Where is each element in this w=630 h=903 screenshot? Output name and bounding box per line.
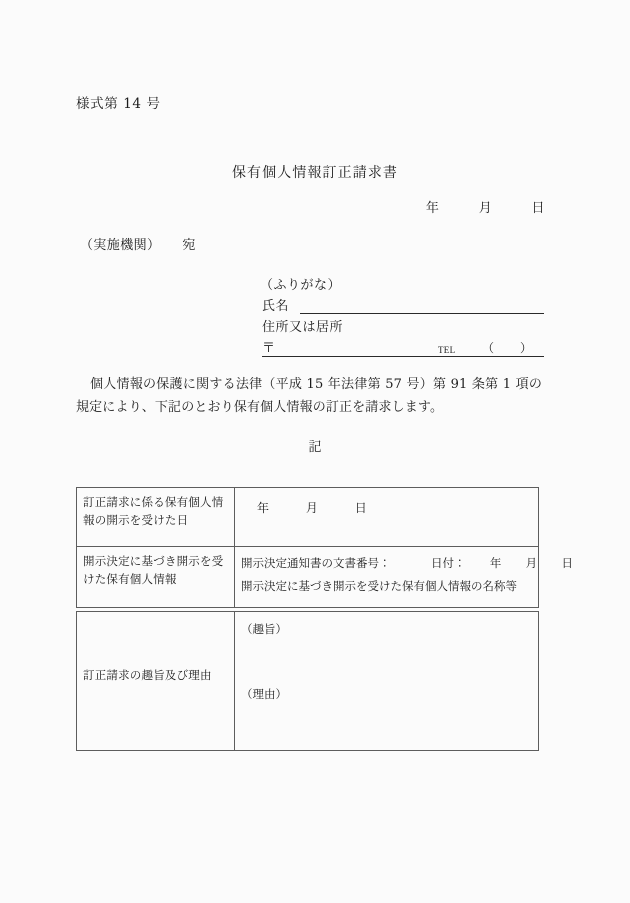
ki-marker: 記 bbox=[308, 440, 322, 455]
date-year-label: 年 bbox=[425, 201, 440, 216]
row-label-cell bbox=[77, 612, 235, 751]
purpose-reason-input[interactable] bbox=[235, 612, 538, 750]
postal-tel-row[interactable] bbox=[256, 337, 548, 359]
page-title: 保有個人情報訂正請求書 bbox=[231, 165, 399, 181]
disclosed-info-input[interactable] bbox=[235, 547, 573, 607]
date-month-label: 月 bbox=[478, 201, 493, 216]
tel-label: TEL bbox=[438, 345, 456, 355]
furigana-row bbox=[256, 274, 548, 295]
disclosure-date-day: 日 bbox=[354, 501, 368, 515]
disclosure-date-year: 年 bbox=[257, 501, 270, 515]
row-label-cell bbox=[77, 547, 235, 608]
document-number-label: 開示決定通知書の文書番号： bbox=[241, 556, 391, 570]
name-input-rule[interactable] bbox=[300, 313, 544, 314]
name-row[interactable] bbox=[256, 295, 548, 316]
purpose-reason-label: 訂正請求の趣旨及び理由 bbox=[83, 667, 212, 682]
applicant-block bbox=[256, 274, 548, 359]
document-number-line[interactable] bbox=[241, 553, 573, 572]
tel-paren-close: ） bbox=[520, 341, 533, 355]
address-input-rule[interactable] bbox=[262, 356, 544, 357]
form-number: 様式第 14 号 bbox=[76, 96, 161, 112]
date-day-label: 日 bbox=[531, 201, 545, 216]
postal-mark-icon: 〒 bbox=[262, 341, 276, 356]
row-label-cell bbox=[77, 488, 235, 547]
addressee-organization: （実施機関） bbox=[80, 238, 161, 253]
notice-date-day: 日 bbox=[561, 556, 573, 570]
row-value-cell[interactable] bbox=[235, 612, 539, 751]
request-details-table bbox=[76, 487, 573, 751]
table-row-disclosure-date bbox=[77, 488, 539, 547]
addressee-to-label: 宛 bbox=[182, 238, 196, 253]
addressee-line bbox=[80, 234, 196, 253]
disclosure-date-month: 月 bbox=[305, 501, 319, 515]
disclosed-info-name-line: 開示決定に基づき開示を受けた保有個人情報の名称等 bbox=[241, 579, 517, 594]
notice-date-year: 年 bbox=[489, 556, 502, 570]
address-label: 住所又は居所 bbox=[262, 320, 344, 335]
disclosure-date-label: 訂正請求に係る保有個人情報の開示を受けた日 bbox=[83, 495, 224, 528]
disclosed-info-label: 開示決定に基づき開示を受けた保有個人情報 bbox=[83, 554, 224, 587]
table-row-purpose-reason bbox=[77, 612, 539, 751]
address-row bbox=[256, 316, 548, 337]
date-line bbox=[426, 197, 545, 216]
notice-date-label: 日付： bbox=[431, 556, 466, 570]
purpose-sublabel: （趣旨） bbox=[241, 622, 287, 636]
row-value-cell[interactable] bbox=[235, 547, 573, 608]
disclosure-date-input[interactable] bbox=[235, 488, 538, 546]
name-label: 氏名 bbox=[262, 299, 290, 314]
table-row-disclosed-info bbox=[77, 547, 539, 608]
furigana-label: （ふりがな） bbox=[260, 278, 342, 293]
notice-date-group bbox=[431, 554, 573, 572]
reason-sublabel: （理由） bbox=[241, 687, 287, 702]
row-value-cell[interactable] bbox=[235, 488, 539, 547]
legal-statement: 個人情報の保護に関する法律（平成 15 年法律第 57 号）第 91 条第 1 項の規定により、下記のとおり保有個人情報の訂正を請求します。 bbox=[76, 377, 542, 416]
tel-paren-open: （ bbox=[482, 341, 495, 355]
notice-date-month: 月 bbox=[525, 556, 538, 570]
